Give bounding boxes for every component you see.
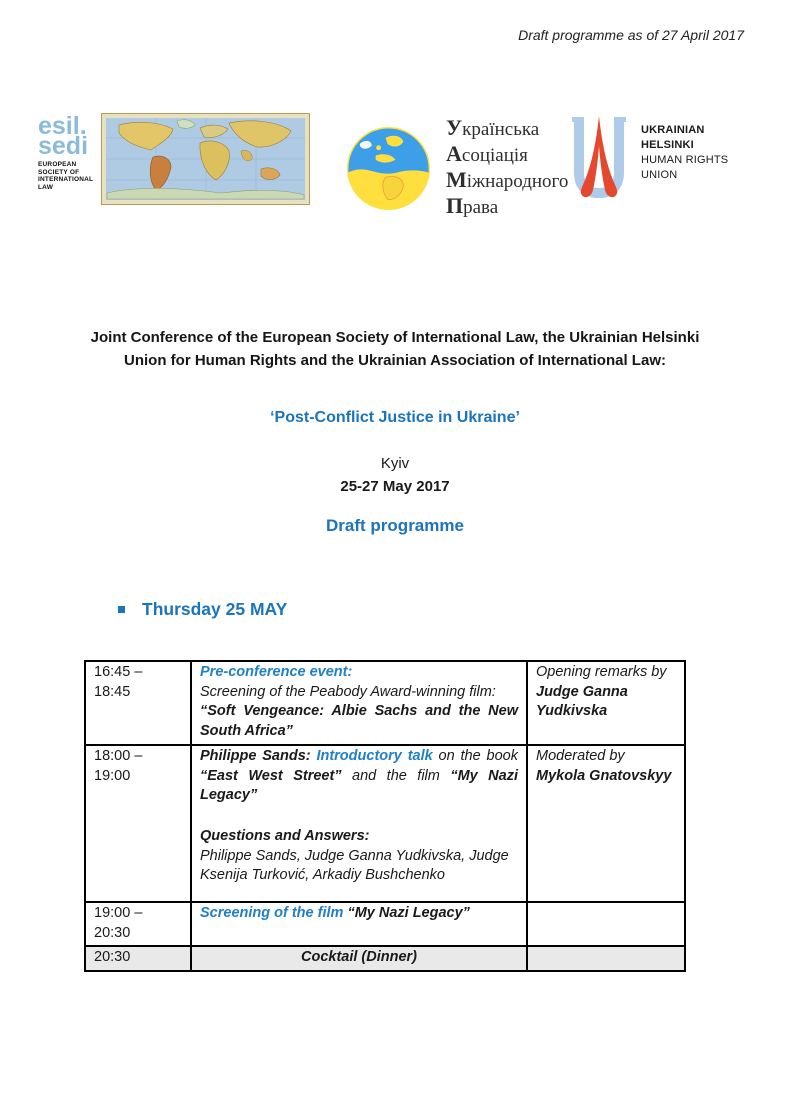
uhhru-mark-icon <box>570 114 628 204</box>
book-title: “East West Street” <box>200 767 342 784</box>
table-row <box>85 946 685 971</box>
note-name: Mykola Gnatovskyy <box>536 767 672 784</box>
event-line: Screening of the Peabody Award-winning film: <box>200 683 496 700</box>
conference-joint-title: Joint Conference of the European Society of International Law, the Ukrainian Helsinki Union for Human Rights and the Ukrainian Association of International Law: <box>90 329 700 369</box>
speaker-name: Philippe Sands: <box>200 747 317 764</box>
world-map-svg <box>101 113 310 205</box>
draft-note: Draft programme as of 27 April 2017 <box>518 27 744 43</box>
event-cell <box>191 902 527 946</box>
talk-title: Introductory talk <box>316 747 433 764</box>
square-bullet-icon <box>118 606 125 613</box>
event-title: Screening of the film <box>200 904 348 921</box>
film-title: “Soft Vengeance: Albie Sachs and the New South Africa” <box>200 703 518 740</box>
table-row <box>85 661 685 745</box>
draft-programme-heading: Draft programme <box>326 516 464 535</box>
day-heading <box>118 599 287 620</box>
time-cell: 20:30 <box>85 946 191 971</box>
film-title: “My Nazi Legacy” <box>200 767 518 804</box>
day-heading-label: Thursday 25 MAY <box>142 599 288 619</box>
uail-logo <box>346 116 568 220</box>
table-row <box>85 902 685 946</box>
note-cell <box>527 946 685 971</box>
event-cell: Philippe Sands: Introductory talk on the book “East West Street” and the film “My Nazi Legacy” Questions and Answers: Philippe Sands, Judge Ganna Yudkivska, Judge Ksenija Turković, Arkadiy Bushchenko <box>191 745 527 902</box>
globe-icon <box>346 126 431 211</box>
time-cell: 16:45 – 18:45 <box>85 661 191 745</box>
esil-wordmark: esil. sedi <box>38 112 89 160</box>
esil-logo <box>38 112 100 191</box>
conference-dates: 25-27 May 2017 <box>340 478 450 495</box>
spacer <box>200 806 518 827</box>
qa-names: Philippe Sands, Judge Ganna Yudkivska, Judge Ksenija Turković, Arkadiy Bushchenko <box>200 847 509 884</box>
event-title: Pre-conference event: <box>200 664 353 680</box>
time-cell: 18:00 – 19:00 <box>85 745 191 902</box>
conference-name: ‘Post-Conflict Justice in Ukraine’ <box>270 409 520 426</box>
note-cell <box>527 745 685 902</box>
world-map-image <box>101 113 310 205</box>
qa-title: Questions and Answers: <box>200 828 370 845</box>
esil-subtitle: EUROPEAN SOCIETY OF INTERNATIONAL LAW <box>38 161 94 191</box>
event-cell <box>191 661 527 745</box>
note-name: Judge Ganna Yudkivska <box>536 683 628 720</box>
event-cell <box>191 946 527 971</box>
conference-city: Kyiv <box>380 455 410 472</box>
film-title: “My Nazi Legacy” <box>347 904 470 921</box>
time-cell: 19:00 – 20:30 <box>85 902 191 946</box>
table-row <box>85 745 685 902</box>
uhhru-logo <box>570 114 728 204</box>
note-cell <box>527 661 685 745</box>
schedule-table <box>84 660 686 972</box>
note-line: Opening remarks by <box>536 664 667 680</box>
uhhru-name: UKRAINIAN HELSINKI HUMAN RIGHTS UNION <box>641 124 729 181</box>
note-cell <box>527 902 685 946</box>
note-line: Moderated by <box>536 747 625 764</box>
uail-name: Українська Асоціація Міжнародного Права <box>446 115 569 218</box>
event-title: Cocktail (Dinner) <box>300 949 417 966</box>
